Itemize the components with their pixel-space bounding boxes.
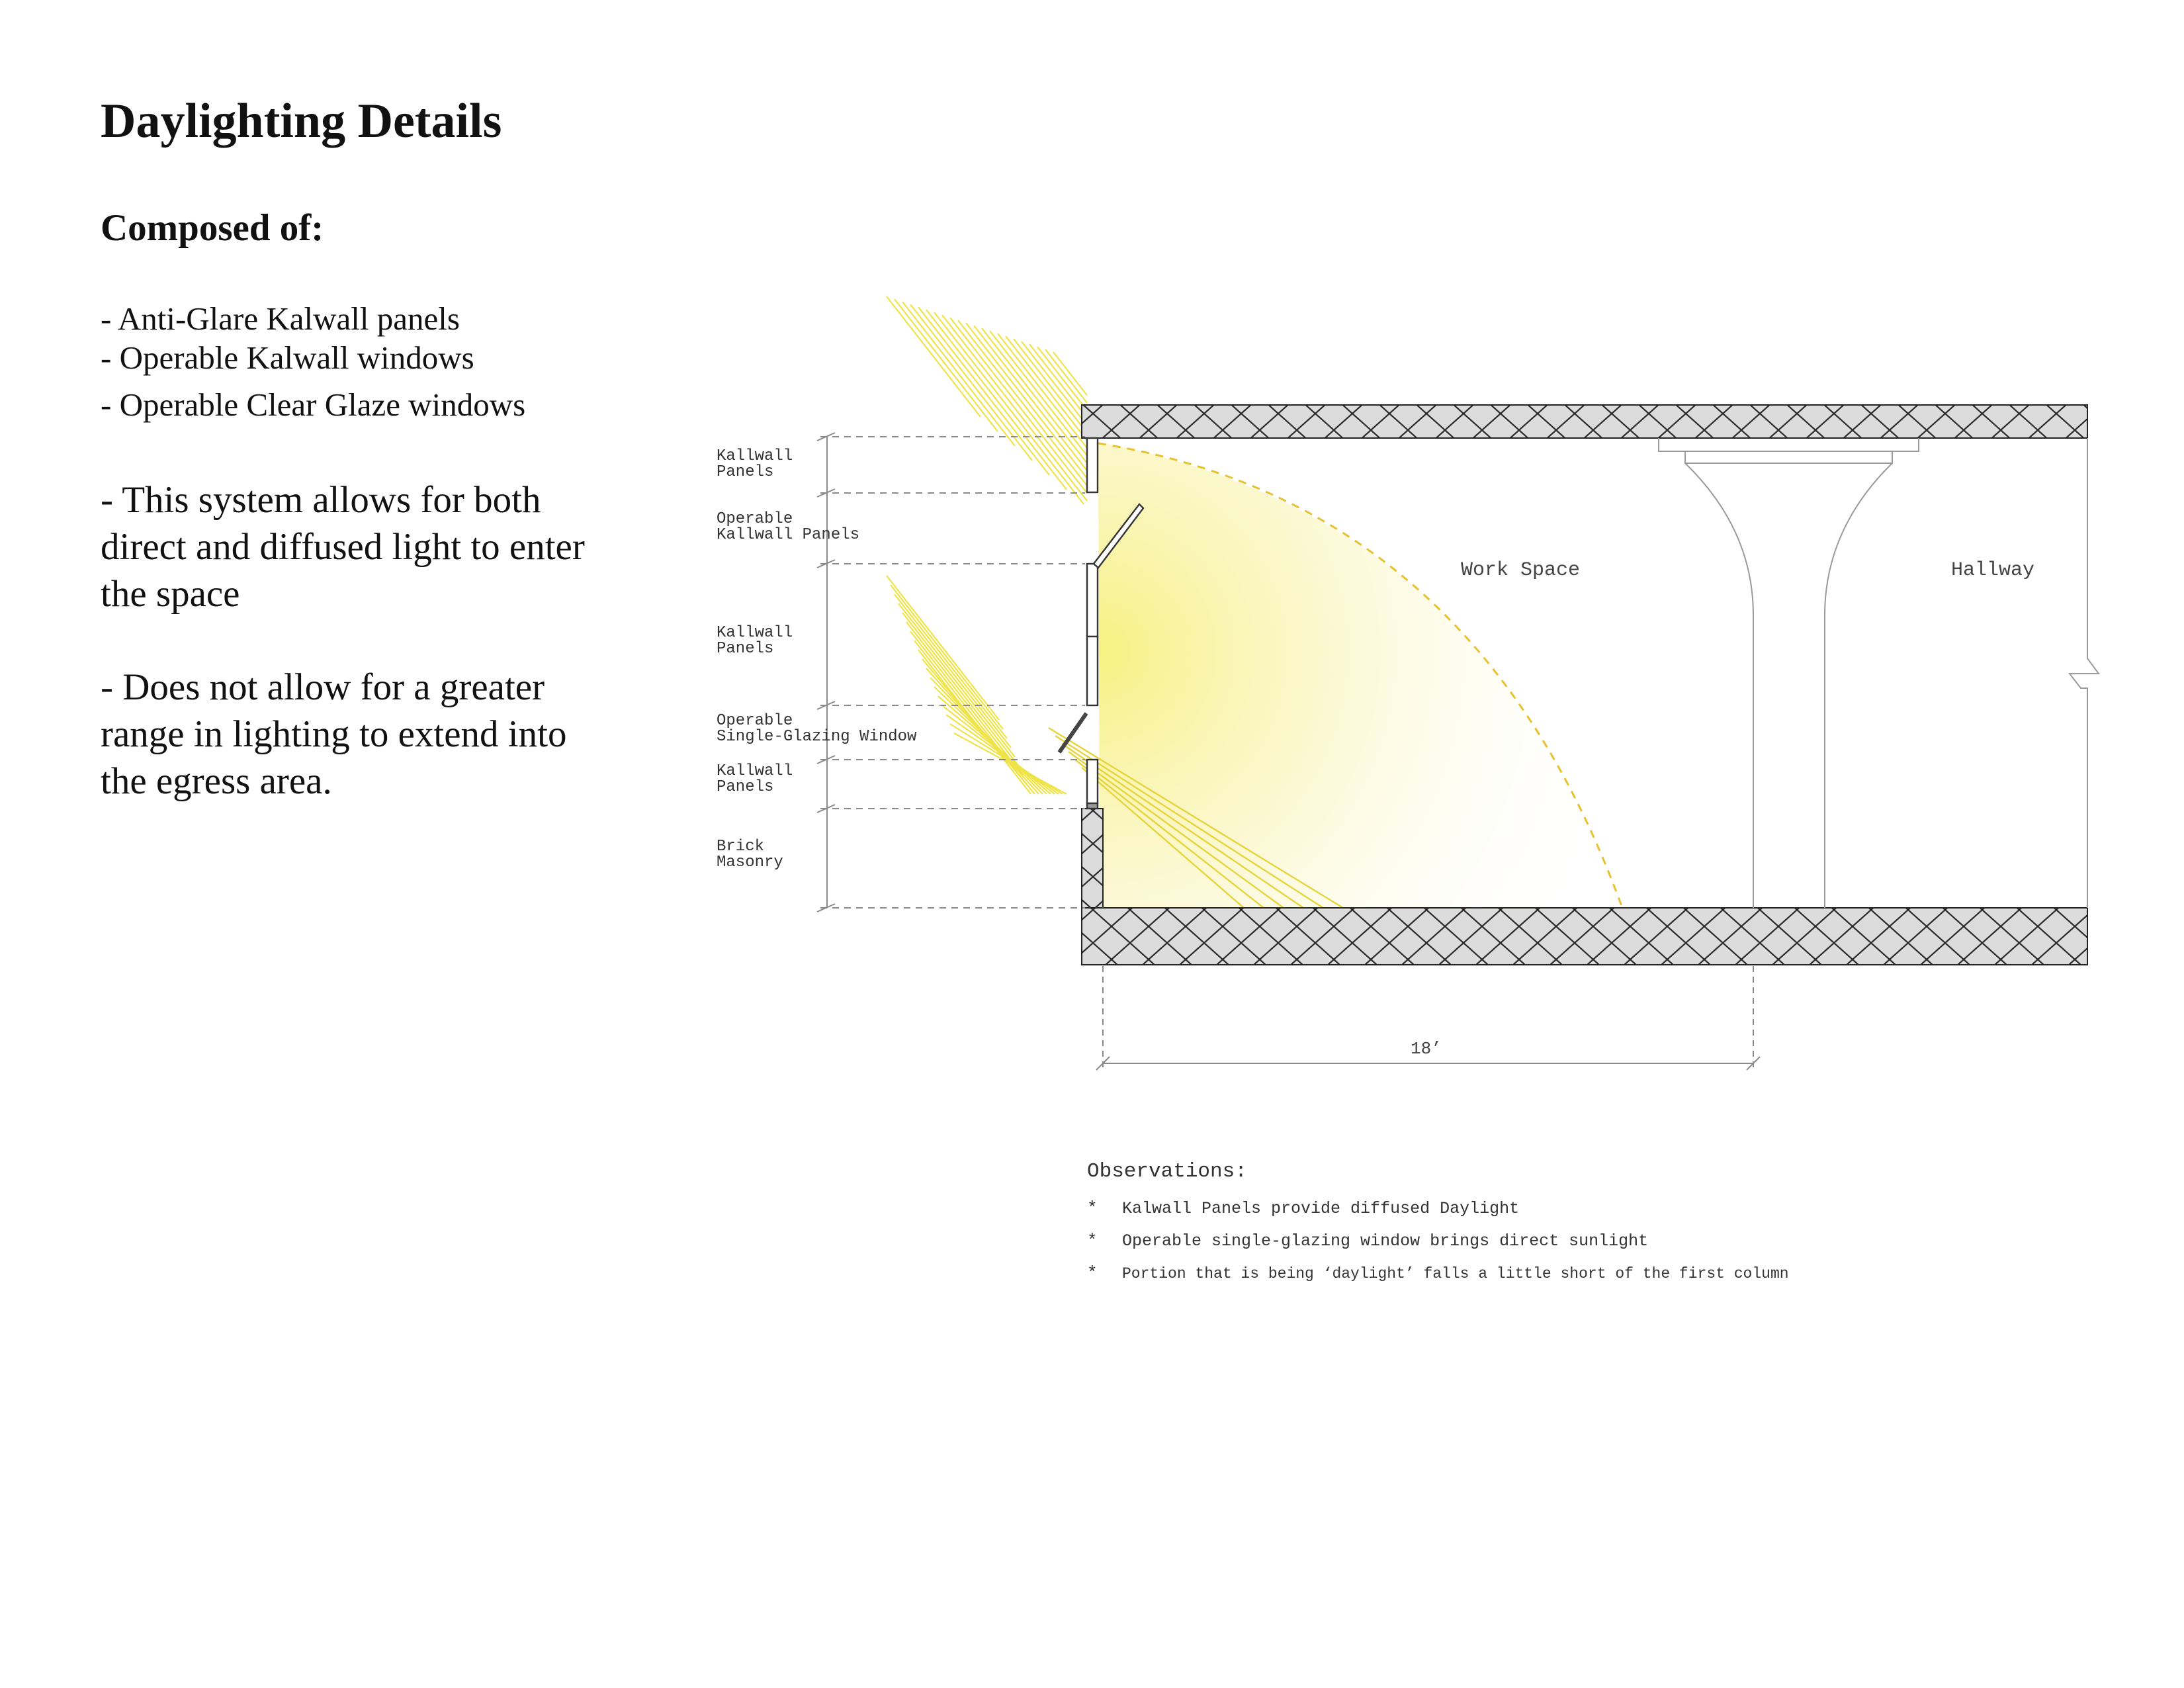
component-item: - Operable Clear Glaze windows	[101, 386, 526, 423]
observation-bullet: *	[1087, 1231, 1098, 1251]
line-segment	[974, 326, 1087, 470]
span-dimension-value: 18’	[1411, 1039, 1442, 1059]
roof-slab	[1082, 405, 2087, 438]
line-segment	[1014, 339, 1087, 433]
line-segment	[895, 594, 1007, 738]
line-segment	[902, 302, 1015, 446]
line-segment	[934, 687, 1047, 794]
line-segment	[926, 310, 1067, 490]
line-segment	[817, 560, 835, 568]
line-segment	[817, 433, 835, 441]
paragraph-line: - Does not allow for a greater	[101, 666, 545, 708]
line-segment	[966, 323, 1087, 478]
label-kallwall-panels-3-line1: Kallwall	[717, 762, 793, 780]
label-operable-window-line1: Operable	[717, 712, 793, 730]
line-segment	[918, 307, 1049, 475]
line-segment	[958, 320, 1087, 486]
paragraph-line: direct and diffused light to enter	[101, 526, 585, 568]
paragraph-line: - This system allows for both	[101, 479, 541, 521]
line-segment	[946, 715, 1059, 794]
label-operable-kallwall-line1: Operable	[717, 510, 793, 528]
label-brick-masonry-line2: Masonry	[717, 854, 783, 871]
line-segment	[891, 585, 1003, 729]
line-segment	[817, 489, 835, 497]
line-segment	[942, 315, 1087, 501]
brick-masonry-wall	[1082, 809, 1103, 908]
line-segment	[887, 576, 999, 720]
label-operable-window-line2: Single-Glazing Window	[717, 728, 917, 746]
line-segment	[887, 296, 981, 417]
paragraph-line: range in lighting to extend into	[101, 713, 567, 755]
observation-item: Kalwall Panels provide diffused Daylight	[1122, 1199, 1520, 1218]
observation-item: Portion that is being ‘daylight’ falls a little short of the first column	[1122, 1265, 1789, 1282]
composed-heading: Composed of:	[101, 207, 324, 249]
line-segment	[817, 904, 835, 912]
label-kallwall-panels-1-line1: Kallwall	[717, 447, 793, 465]
label-operable-kallwall-line2: Kallwall Panels	[717, 526, 860, 544]
line-segment	[938, 696, 1051, 794]
line-segment	[817, 805, 835, 813]
line-segment	[906, 622, 1019, 766]
observations-heading: Observations:	[1087, 1160, 1247, 1183]
line-segment	[910, 631, 1023, 776]
observation-bullet: *	[1087, 1263, 1098, 1283]
observations	[1087, 1160, 1789, 1283]
sun-rays-upper	[887, 296, 1087, 794]
component-item: - Operable Kalwall windows	[101, 339, 474, 376]
line-segment	[998, 333, 1087, 448]
section-labels	[717, 447, 917, 871]
line-segment	[817, 701, 835, 709]
label-brick-masonry-line1: Brick	[717, 838, 765, 856]
label-kallwall-panels-2-line1: Kallwall	[717, 624, 793, 642]
line-segment	[982, 328, 1087, 463]
observation-bullet: *	[1087, 1198, 1098, 1218]
line-segment	[817, 756, 835, 764]
label-kallwall-panels-3-line2: Panels	[717, 778, 774, 796]
floor-slab	[1082, 908, 2087, 965]
line-segment	[950, 318, 1087, 493]
page-title: Daylighting Details	[101, 94, 502, 148]
paragraph-line: the egress area.	[101, 760, 332, 802]
hallway-label: Hallway	[1951, 559, 2035, 582]
label-kallwall-panels-2-line2: Panels	[717, 640, 774, 658]
diffused-light-zone	[1098, 442, 1622, 908]
paragraph-line: the space	[101, 573, 240, 615]
component-item: - Anti-Glare Kalwall panels	[101, 300, 460, 337]
observation-item: Operable single-glazing window brings direct sunlight	[1122, 1231, 1649, 1251]
hallway-wall-break	[2070, 438, 2099, 908]
structural-column	[1659, 438, 1919, 908]
work-space-label: Work Space	[1461, 559, 1581, 582]
label-kallwall-panels-1-line2: Panels	[717, 463, 774, 481]
label-guides	[817, 433, 1085, 912]
line-segment	[954, 733, 1067, 794]
